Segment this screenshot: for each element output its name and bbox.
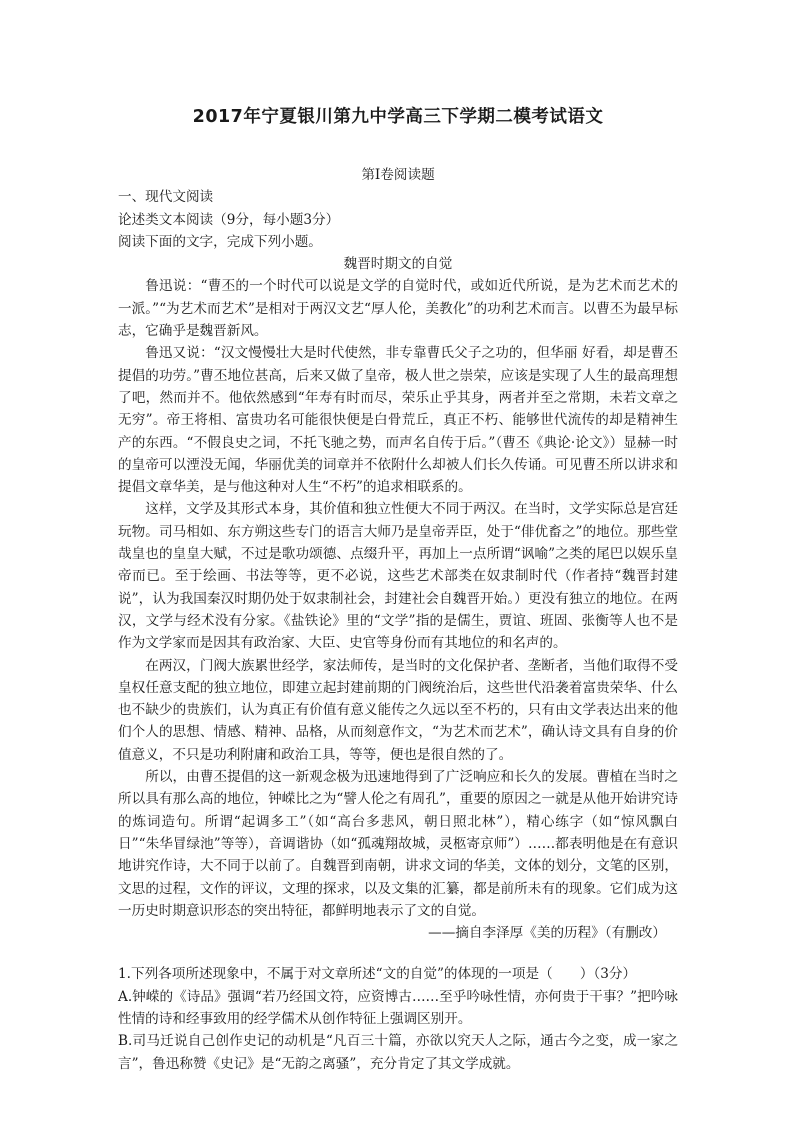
volume-heading: 第Ⅰ卷阅读题	[361, 167, 435, 183]
option-a: A.钟嵘的《诗品》强调“若乃经国文符，应资博古……至乎吟咏性情，亦何贵于干事？”把吟咏性情的诗和经事致用的经学儒术从创作特征上强调区别开。	[118, 988, 678, 1027]
document-body	[118, 104, 678, 1075]
section-heading: 一、现代文阅读	[118, 189, 214, 206]
sub-heading: 论述类文本阅读（9分，每小题3分）	[118, 211, 340, 228]
article-paragraph: 鲁迅说：“曹丕的一个时代可以说是文学的自觉时代，或如近代所说，是为艺术而艺术的一派。”“为艺术而艺术”是相对于两汉文艺“厚人伦，美教化”的功利艺术而言。以曹丕为最早标志，它确乎是魏晋新风。	[118, 278, 678, 340]
article-paragraph: 在两汉，门阀大族累世经学，家法师传，是当时的文化保护者、垄断者，当他们取得不受皇权任意支配的独立地位，即建立起封建前期的门阀统治后，这些世代沿袭着富贵荣华、什么也不缺少的贵族们，认为真正有价值有意义能传之久远以至不朽的，只有由文学表达出来的他们个人的思想、情感、精神、品格，从而刻意作文，“为艺术而艺术”，确认诗文具有自身的价值意义，不只是功利附庸和政治工具，等等，便也是很自然的了。	[118, 657, 678, 763]
question-stem: 1.下列各项所述现象中，不属于对文章所述“文的自觉”的体现的一项是（ ）（3分）	[118, 966, 637, 983]
article-paragraph: 这样，文学及其形式本身，其价值和独立性便大不同于两汉。在当时，文学实际总是宫廷玩物。司马相如、东方朔这些专门的语言大师乃是皇帝弄臣，处于“俳优畜之”的地位。那些堂哉皇也的皇皇大赋，不过是歌功颂德、点缀升平，再加上一点所谓“讽喻”之类的尾巴以娱乐皇帝而已。至于绘画、书法等等，更不必说，这些艺术部类在奴隶制时代（作者持“魏晋封建说”，认为我国秦汉时期仍处于奴隶制社会，封建社会自魏晋开始。）更没有独立的地位。在两汉，文学与经术没有分家。《盐铁论》里的“文学”指的是儒生，贾谊、班固、张衡等人也不是作为文学家而是因其有政治家、大臣、史官等身份而有其地位的和名声的。	[118, 501, 678, 652]
article-paragraph: 鲁迅又说：“汉文慢慢壮大是时代使然，非专靠曹氏父子之功的，但华丽 好看，却是曹丕提倡的功劳。”曹丕地位甚高，后来又做了皇帝，极人世之崇荣，应该是实现了人生的最高理想了吧，然而并不。他依然感到“年寿有时而尽，荣乐止乎其身，两者并至之常期，未若文章之无穷”。帝王将相、富贵功名可能很快便是白骨荒丘，真正不朽、能够世代流传的却是精神生产的东西。“不假良史之词，不托飞驰之势，而声名自传于后。”（曹丕《典论·论文》）显赫一时的皇帝可以湮没无闻，华丽优美的词章并不依附什么却被人们长久传诵。可见曹丕所以讲求和提倡文章华美，是与他这种对人生“不朽”的追求相联系的。	[118, 345, 678, 496]
article-paragraph: 所以，由曹丕提倡的这一新观念极为迅速地得到了广泛响应和长久的发展。曹植在当时之所以具有那么高的地位，钟嵘比之为“譬人伦之有周孔”，重要的原因之一就是从他开始讲究诗的炼词造句。所谓“起调多工”（如“高台多悲风，朝日照北林”），精心练字（如“惊风飘白日”“朱华冒绿池”等等），音调谐协（如“孤魂翔故城，灵柩寄京师”）……都表明他是在有意识地讲究作诗，大不同于以前了。自魏晋到南朝，讲求文词的华美，文体的划分，文笔的区别，文思的过程，文作的评议，文理的探求，以及文集的汇纂，都是前所未有的现象。它们成为这一历史时期意识形态的突出特征，都鲜明地表示了文的自觉。	[118, 769, 678, 919]
article-title: 魏晋时期文的自觉	[343, 256, 453, 273]
option-b: B.司马迁说自己创作史记的动机是“凡百三十篇，亦欲以究天人之际，通古今之变，成一家之言”，鲁迅称赞《史记》是“无韵之离骚”，充分肯定了其文学成就。	[118, 1033, 678, 1072]
article-source: ——摘自李泽厚《美的历程》（有删改）	[428, 925, 666, 942]
instruction: 阅读下面的文字，完成下列小题。	[118, 233, 322, 250]
question-section	[118, 963, 678, 1074]
exam-title: 2017年宁夏银川第九中学高三下学期二模考试语文	[192, 107, 604, 127]
